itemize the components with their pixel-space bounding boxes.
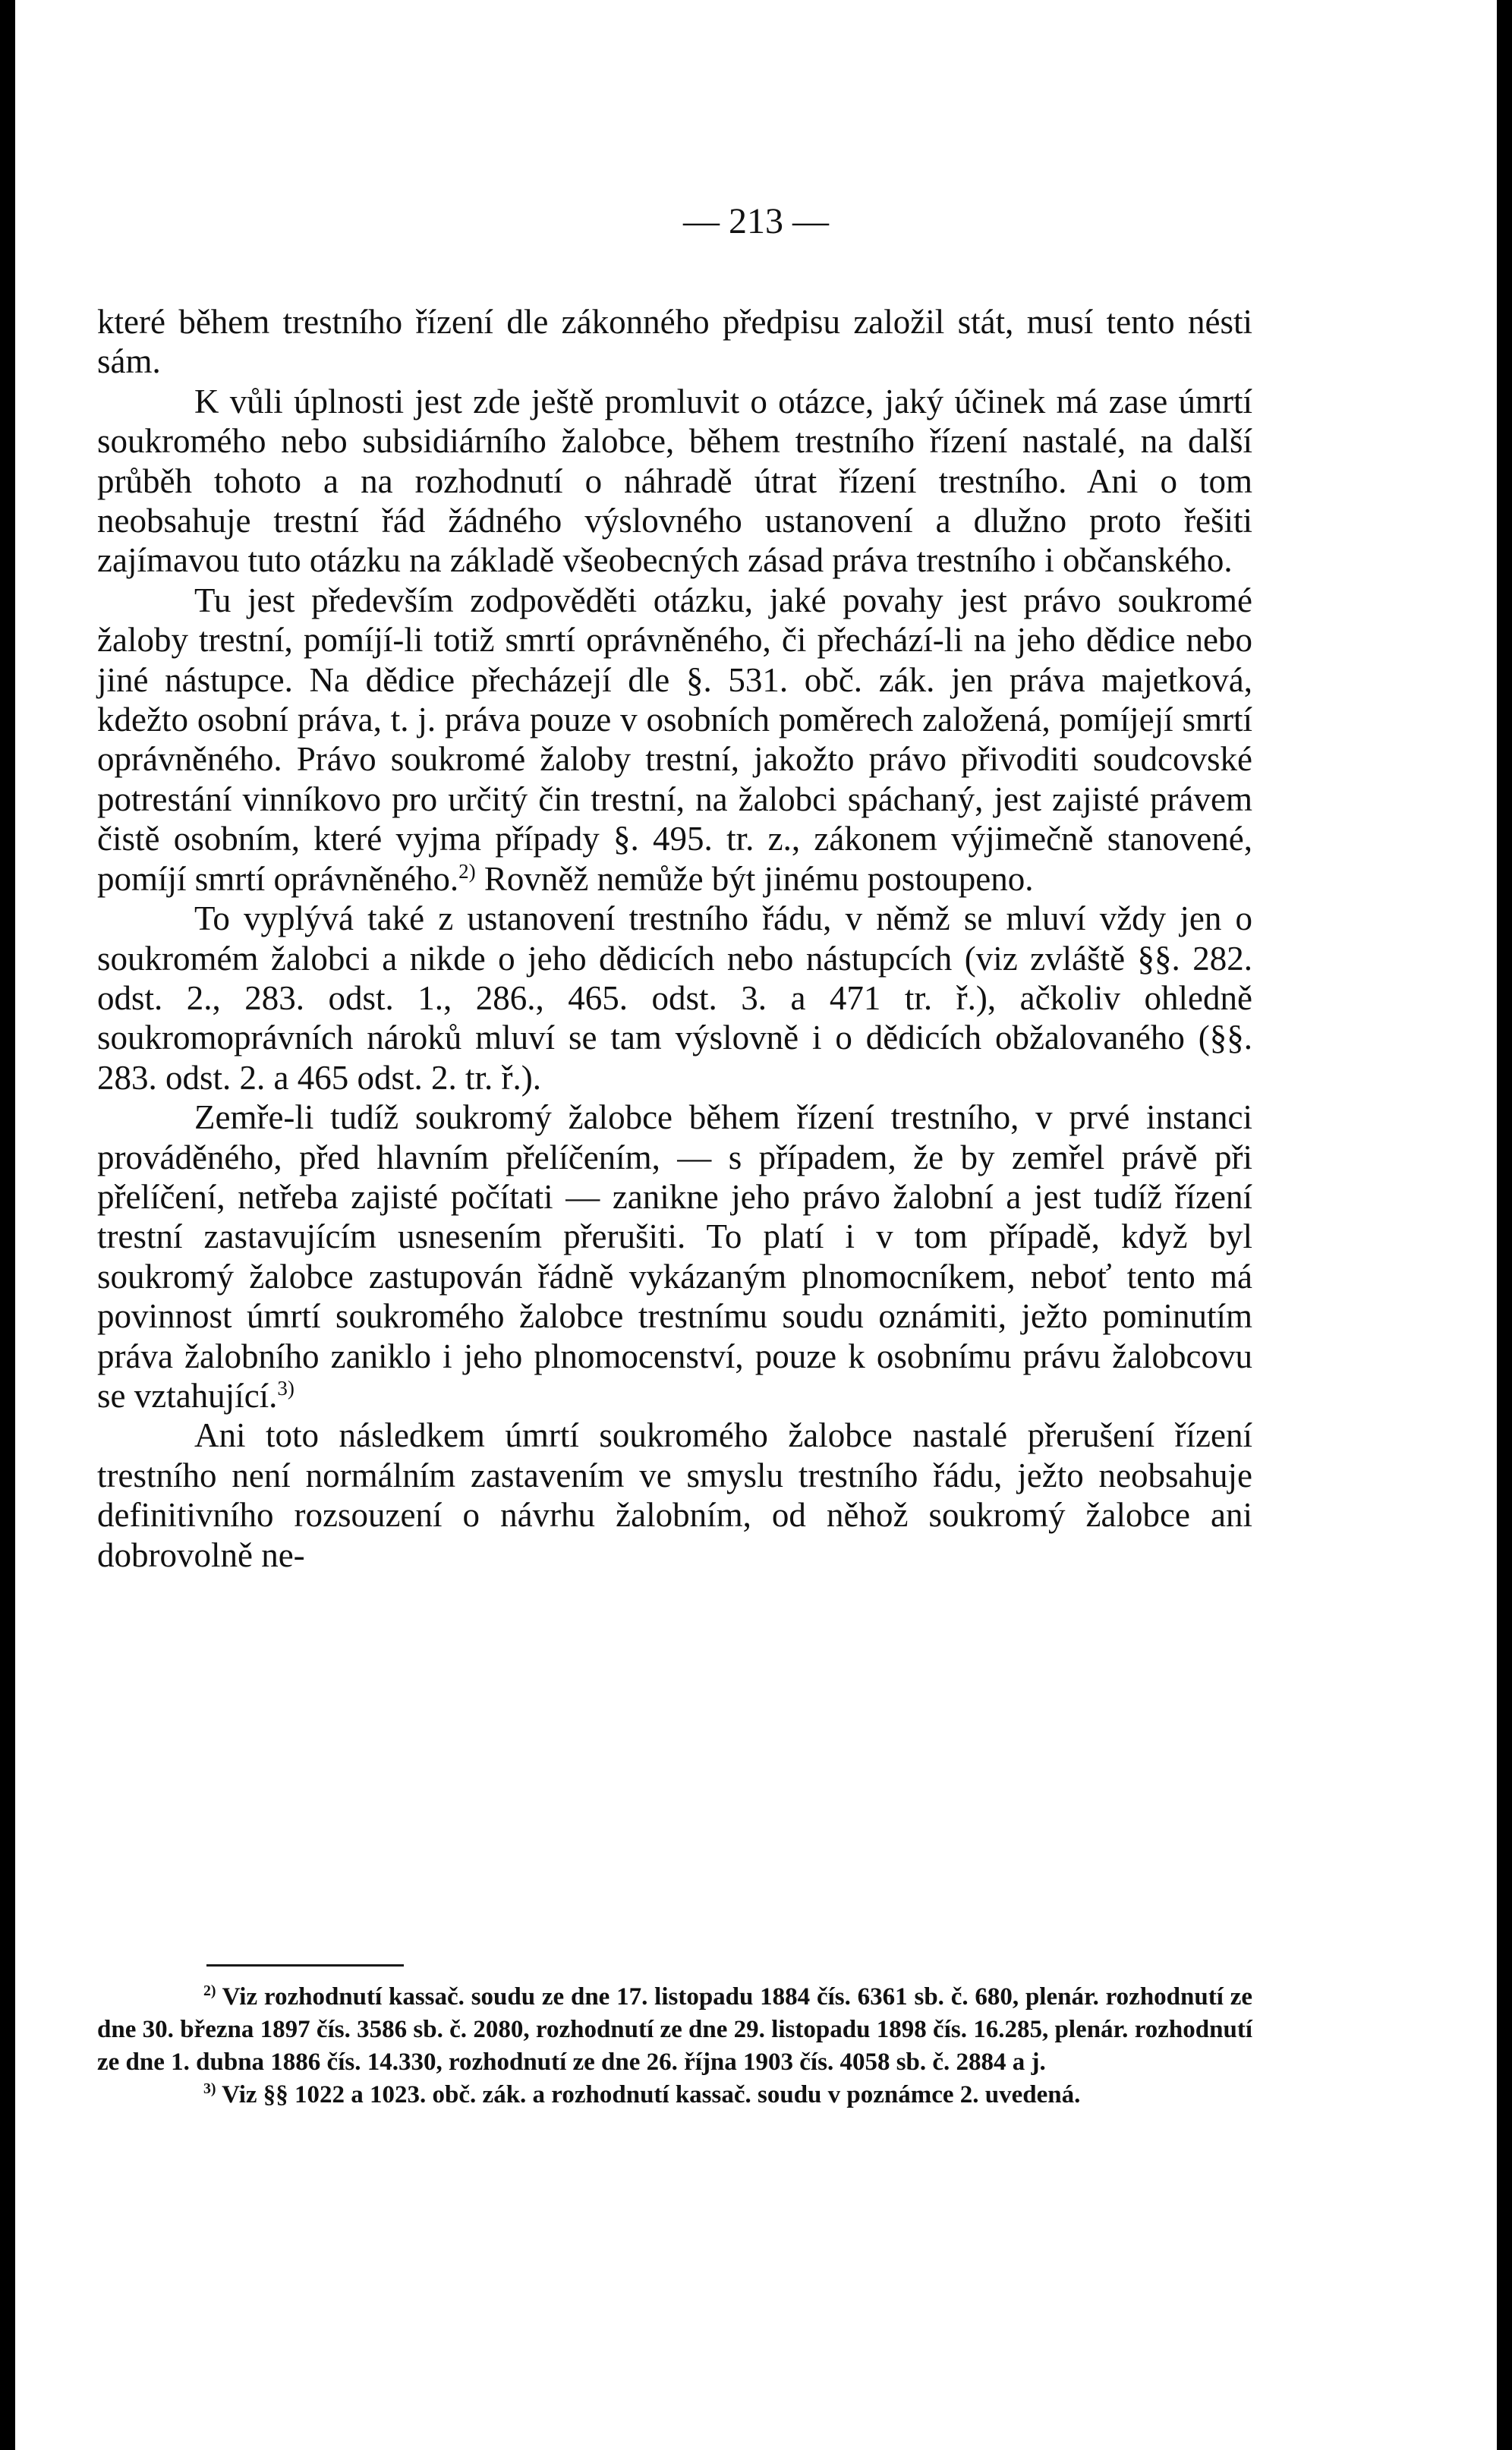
footnotes	[97, 1981, 1252, 2111]
footnote-ref-2: 2)	[458, 859, 476, 883]
page-number: — 213 —	[683, 201, 829, 241]
footnote-2-text: Viz rozhodnutí kassač. soudu ze dne 17. listopadu 1884 čís. 6361 sb. č. 680, plenár. rozhodnutí ze dne 30. března 1897 čís. 3586 sb. č. 2080, rozhodnutí ze dne 29. listopadu 1898 čís. 16.285, plenár. rozhodnutí ze dne 1. dubna 1886 čís. 14.330, rozhodnutí ze dne 26. října 1903 čís. 4058 sb. č. 2884 a j.	[97, 1983, 1252, 2076]
footnote-2	[97, 1981, 1252, 2079]
book-page	[15, 0, 1497, 2450]
paragraph-5-text: Zemře-li tudíž soukromý žalobce během řízení trestního, v prvé instanci prováděného, před hlavním přelíčením, — s případem, že by zemřel právě při přelíčení, netřeba zajisté počítati — zanikne jeho právo žalobní a jest tudíž řízení trestní zastavujícím usnesením přerušiti. To platí i v tom případě, když byl soukromý žalobce zastupován řádně vykázaným plnomocníkem, neboť tento má povinnost úmrtí soukromého žalobce trestnímu soudu oznámiti, ježto pominutím práva žalobního zaniklo i jeho plnomocenství, pouze k osobnímu právu žalobcovu se vztahující.	[97, 1098, 1252, 1415]
footnote-3-text: Viz §§ 1022 a 1023. obč. zák. a rozhodnutí kassač. soudu v poznámce 2. uvedená.	[216, 2081, 1081, 2108]
paragraph-2: K vůli úplnosti jest zde ještě promluvit o otázce, jaký účinek má zase úmrtí soukromého nebo subsidiárního žalobce, během trestního řízení nastalé, na další průběh tohoto a na rozhodnutí o náhradě útrat řízení trestního. Ani o tom neobsahuje trestní řád žádného výslovného ustanovení a dlužno proto řešiti zajímavou tuto otázku na základě všeobecných zásad práva trestního i občanského.	[97, 382, 1252, 580]
paragraph-1: které během trestního řízení dle zákonného předpisu založil stát, musí tento nésti sám.	[97, 303, 1252, 381]
footnote-3-marker: 3)	[203, 2080, 216, 2097]
footnote-ref-3: 3)	[277, 1376, 295, 1400]
paragraph-3-tail: Rovněž nemůže být jinému postoupeno.	[475, 859, 1034, 898]
footnote-3	[97, 2079, 1252, 2111]
footnote-2-marker: 2)	[203, 1982, 216, 1999]
paragraph-6: Ani toto následkem úmrtí soukromého žalobce nastalé přerušení řízení trestního není normálním zastavením ve smyslu trestního řádu, ježto neobsahuje definitivního rozsouzení o návrhu žalobním, od něhož soukromý žalobce ani dobrovolně ne-	[97, 1416, 1252, 1574]
paragraph-3	[97, 581, 1252, 899]
footnote-divider	[206, 1964, 404, 1967]
paragraph-5	[97, 1097, 1252, 1416]
paragraph-4: To vyplývá také z ustanovení trestního řádu, v němž se mluví vždy jen o soukromém žalobci a nikde o jeho dědicích nebo nástupcích (viz zvláště §§. 282. odst. 2., 283. odst. 1., 286., 465. odst. 3. a 471 tr. ř.), ačkoliv ohledně soukromoprávních nároků mluví se tam výslovně i o dědicích obžalovaného (§§. 283. odst. 2. a 465 odst. 2. tr. ř.).	[97, 899, 1252, 1097]
body-text	[97, 302, 1252, 1575]
paragraph-3-text: Tu jest především zodpověděti otázku, jaké povahy jest právo soukromé žaloby trestní, pomíjí-li totiž smrtí oprávněného, či přechází-li na jeho dědice nebo jiné nástupce. Na dědice přecházejí dle §. 531. obč. zák. jen práva majetková, kdežto osobní práva, t. j. práva pouze v osobních poměrech založená, pomíjejí smrtí oprávněného. Právo soukromé žaloby trestní, jakožto právo přivoditi soudcovské potrestání vinníkovo pro určitý čin trestní, na žalobci spáchaný, jest zajisté právem čistě osobním, které vyjma případy §. 495. tr. z., zákonem výjimečně stanovené, pomíjí smrtí oprávněného.	[97, 581, 1252, 898]
